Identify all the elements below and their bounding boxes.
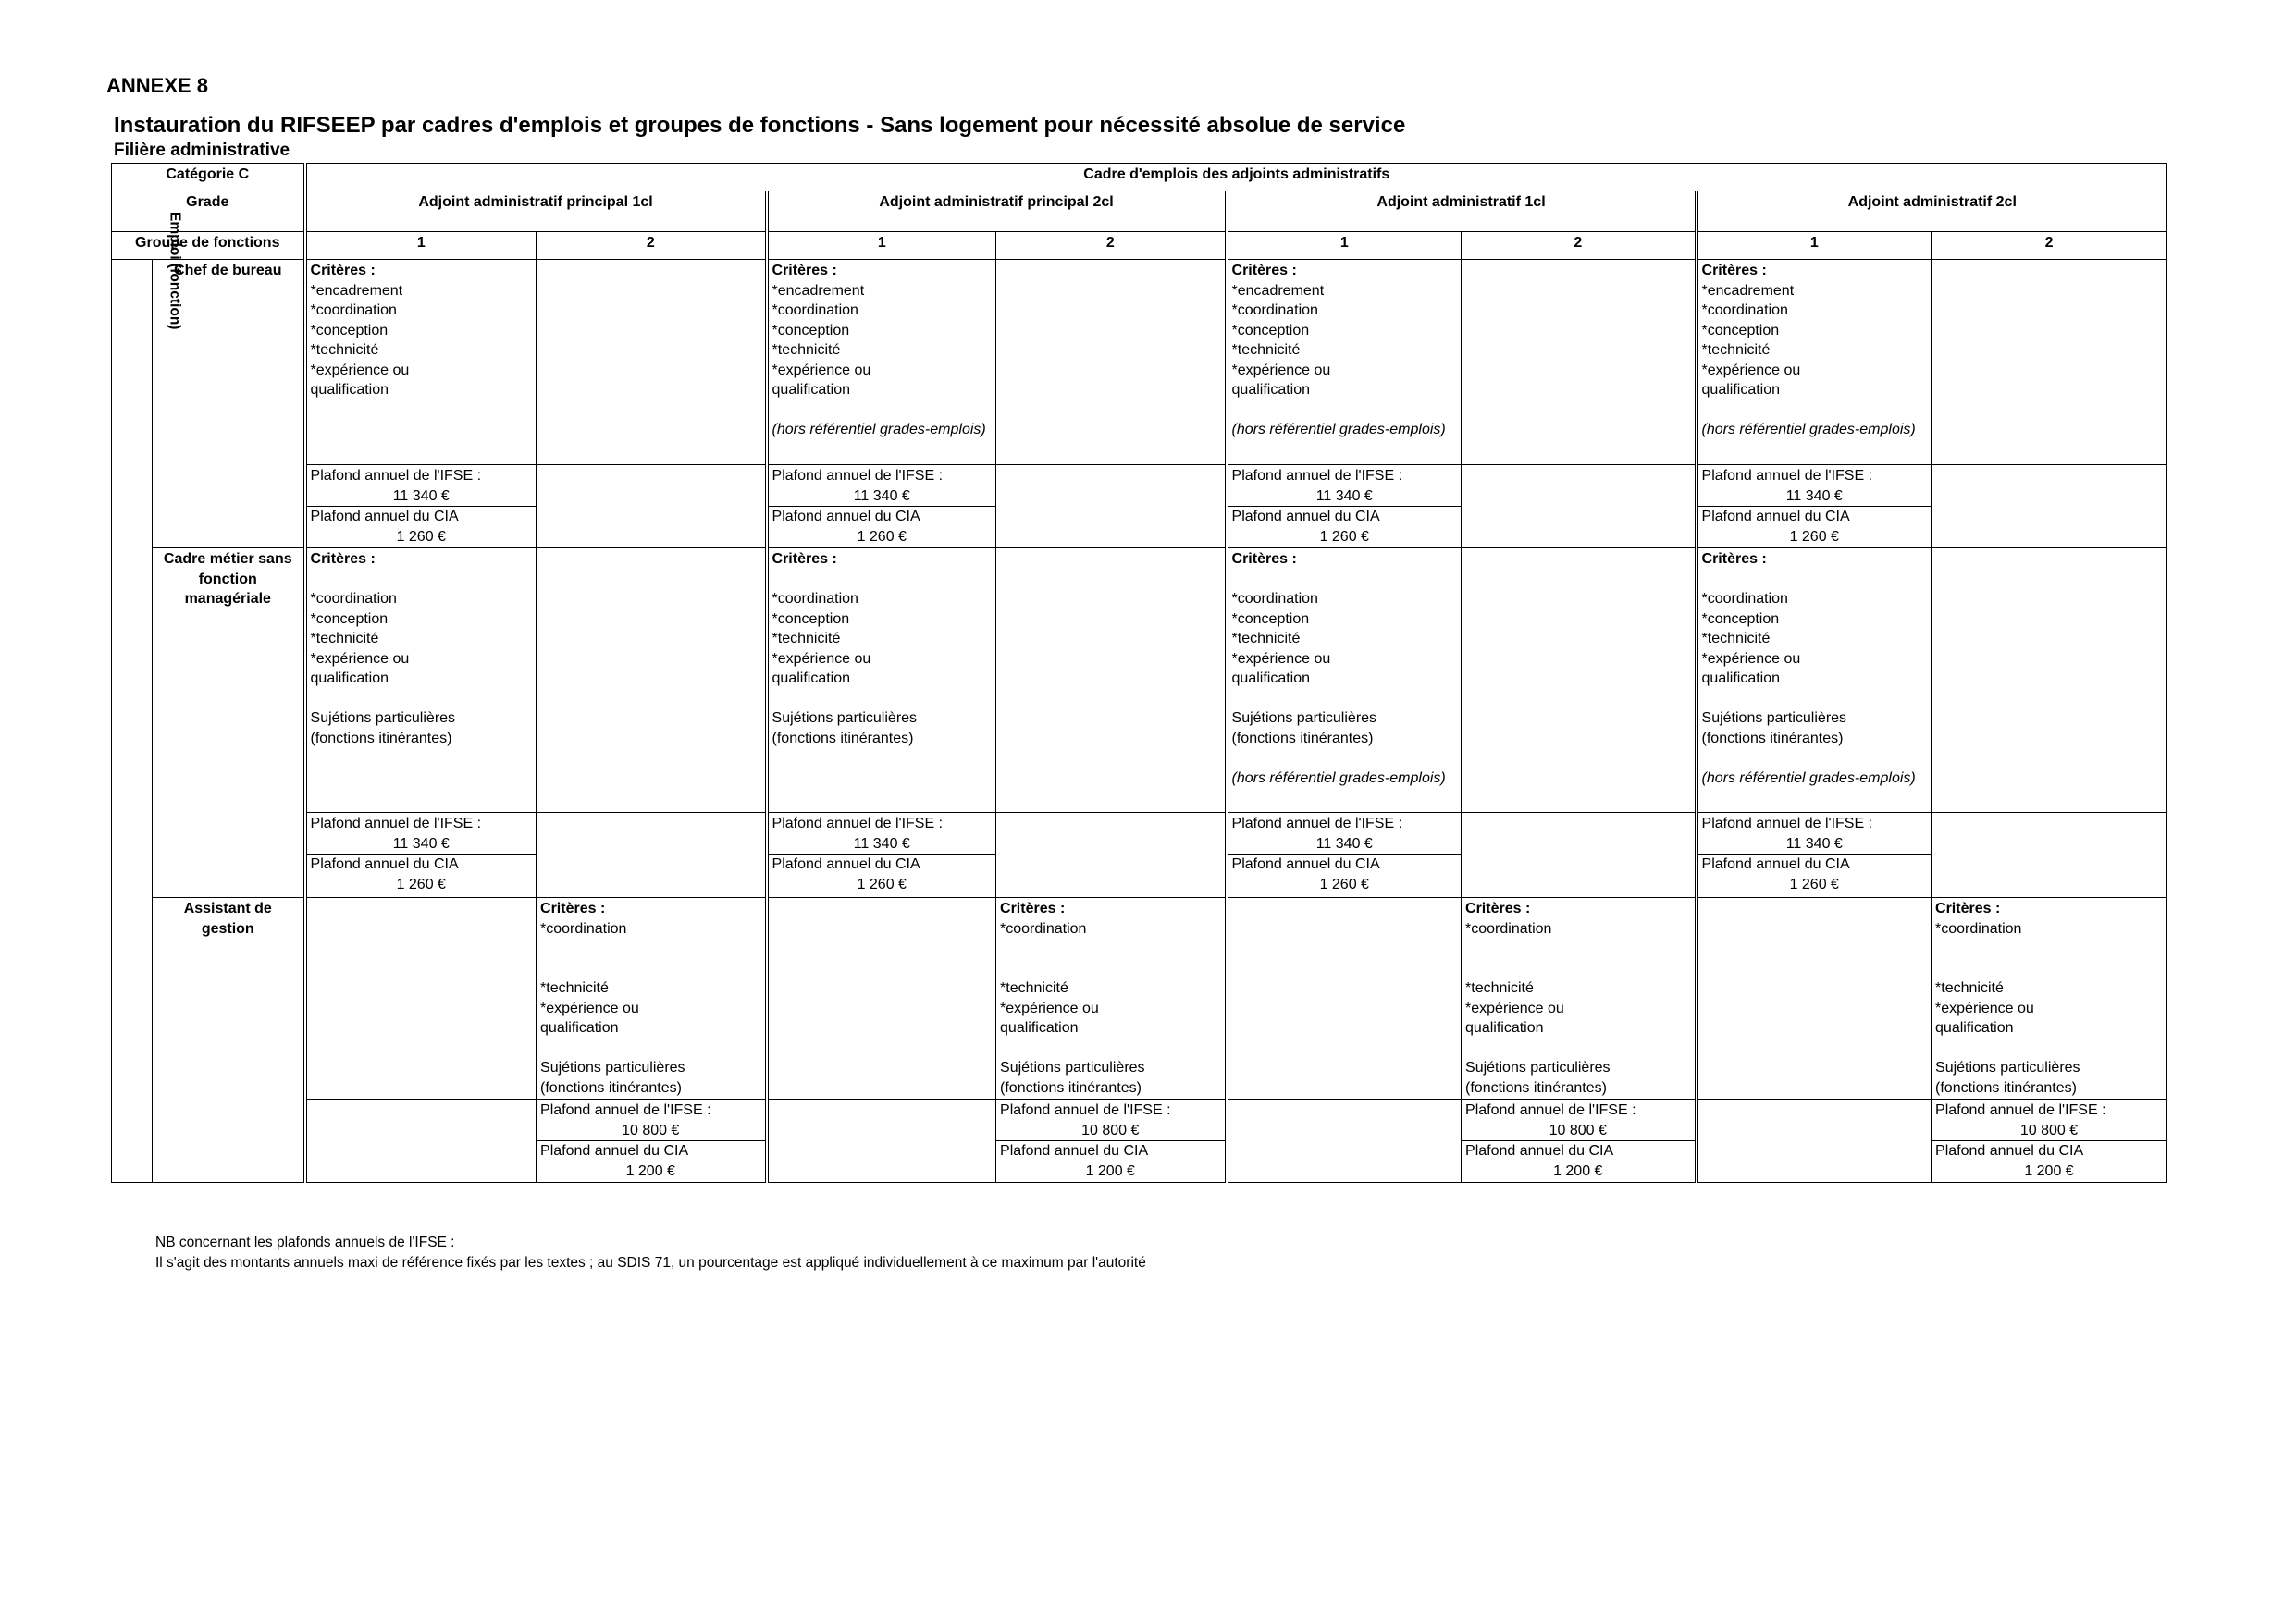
criteria-item: qualification: [1465, 1020, 1544, 1036]
nb-text: Il s'agit des montants annuels maxi de référence fixés par les textes ; au SDIS 71, un pourcentage est appliqué individuellement à ce maximum par l'autorité: [155, 1255, 1146, 1271]
criteria-item: (fonctions itinérantes): [540, 1079, 682, 1096]
criteria-item: *expérience ou: [310, 362, 410, 378]
criteria-spacer: [1232, 400, 1458, 421]
groupe-header: Groupe de fonctions: [112, 232, 305, 260]
criteria-heading: Critères :: [1935, 901, 2001, 916]
criteria-item: *expérience ou: [1935, 1000, 2034, 1016]
hors-referentiel-note: (hors référentiel grades-emplois): [1701, 422, 1916, 437]
plafond-cia-label: Plafond annuel du CIA: [1698, 506, 1932, 527]
plafond-cia-label: Plafond annuel du CIA: [1698, 854, 1932, 875]
criteria-item: *encadrement: [1701, 282, 1795, 299]
empty-cell: [996, 465, 1227, 548]
criteria-heading: Critères :: [310, 263, 376, 278]
empty-cell: [996, 260, 1227, 465]
criteria-item: (fonctions itinérantes): [310, 730, 452, 746]
emploi-label-cell: [112, 212, 183, 1183]
criteria-item: *expérience ou: [1231, 650, 1331, 667]
function-assistant-de-gestion: Assistant de gestion: [153, 898, 305, 1183]
empty-cell: [1697, 898, 1932, 1100]
criteria-heading: Critères :: [310, 551, 376, 567]
plafond-ifse-value: 11 340 €: [1785, 835, 1843, 852]
plafond-ifse-label: Plafond annuel de l'IFSE :: [1231, 816, 1403, 831]
plafond-cia-value: 1 260 €: [857, 876, 907, 892]
criteria-item: qualification: [310, 670, 389, 686]
criteria-item: [1000, 939, 1221, 959]
criteria-item: *coordination: [540, 920, 627, 937]
plafond-cell: [305, 465, 537, 548]
criteria-spacer: [1702, 400, 1928, 421]
grade-header-1cl: Adjoint administratif 1cl: [1227, 191, 1697, 232]
criteria-item: Sujétions particulières: [1935, 1060, 2080, 1076]
plafond-cia-label: Plafond annuel du CIA: [307, 506, 537, 527]
criteria-heading: Critères :: [772, 551, 837, 567]
plafond-ifse-label: Plafond annuel de l'IFSE :: [1935, 1102, 2106, 1118]
empty-cell: [1932, 813, 2167, 898]
plafond-ifse-value: 11 340 €: [1785, 487, 1843, 504]
criteria-cell: [537, 898, 767, 1100]
criteria-item: *coordination: [1935, 920, 2022, 937]
group-number: 1: [1227, 232, 1462, 260]
plafond-cell: [767, 465, 996, 548]
empty-cell: [537, 260, 767, 465]
plafond-cia-value: 1 260 €: [1319, 528, 1369, 545]
group-number: 1: [767, 232, 996, 260]
criteria-item: *expérience ou: [1701, 362, 1801, 378]
plafond-cia-value: 1 200 €: [1085, 1162, 1135, 1179]
empty-cell: [1462, 465, 1697, 548]
plafond-cell: [1697, 813, 1932, 898]
function-chef-de-bureau: Chef de bureau: [153, 260, 305, 548]
plafond-cell: [537, 1100, 767, 1183]
criteria-item: qualification: [310, 382, 389, 398]
criteria-item: [772, 570, 993, 590]
plafond-ifse-label: Plafond annuel de l'IFSE :: [1231, 468, 1403, 484]
plafond-ifse-value: 11 340 €: [1315, 835, 1373, 852]
plafond-cia-label: Plafond annuel du CIA: [1462, 1140, 1695, 1162]
criteria-item: *technicité: [1231, 342, 1301, 358]
group-number: 1: [1697, 232, 1932, 260]
criteria-item: *coordination: [772, 591, 858, 607]
criteria-item: [1702, 689, 1928, 709]
criteria-item: *technicité: [540, 980, 609, 996]
plafond-cia-value: 1 260 €: [1789, 528, 1839, 545]
empty-cell: [1227, 898, 1462, 1100]
criteria-item: [1702, 570, 1928, 590]
cadre-emplois-header: Cadre d'emplois des adjoints administratifs: [305, 164, 2167, 191]
criteria-item: *conception: [1231, 322, 1310, 338]
hors-referentiel-note: (hors référentiel grades-emplois): [1231, 769, 1446, 786]
plafond-cia-label: Plafond annuel du CIA: [996, 1140, 1225, 1162]
criteria-item: *coordination: [1701, 591, 1788, 607]
criteria-item: *expérience ou: [1465, 1000, 1564, 1016]
annex-number: ANNEXE 8: [106, 74, 209, 97]
criteria-item: *coordination: [1000, 920, 1087, 937]
criteria-item: [540, 939, 761, 959]
criteria-cell: [1227, 548, 1462, 813]
criteria-item: (fonctions itinérantes): [1231, 730, 1374, 746]
criteria-heading: Critères :: [1231, 551, 1297, 567]
empty-cell: [1462, 548, 1697, 813]
criteria-item: *expérience ou: [772, 362, 871, 378]
criteria-cell: [767, 548, 996, 813]
criteria-cell: [1462, 898, 1697, 1100]
criteria-cell: [1697, 260, 1932, 465]
criteria-heading: Critères :: [1701, 263, 1767, 278]
plafond-ifse-value: 11 340 €: [392, 835, 450, 852]
criteria-item: [540, 1039, 761, 1059]
plafond-ifse-label: Plafond annuel de l'IFSE :: [310, 468, 482, 484]
criteria-heading: Critères :: [1701, 551, 1767, 567]
criteria-spacer: [1702, 748, 1928, 768]
group-number: 1: [305, 232, 537, 260]
criteria-item: (fonctions itinérantes): [1701, 730, 1844, 746]
plafond-cia-value: 1 200 €: [1553, 1162, 1603, 1179]
empty-cell: [767, 1100, 996, 1183]
criteria-item: Sujétions particulières: [1465, 1060, 1611, 1076]
plafond-cia-label: Plafond annuel du CIA: [1228, 506, 1462, 527]
criteria-item: qualification: [772, 670, 851, 686]
plafond-cia-value: 1 200 €: [2024, 1162, 2074, 1179]
criteria-item: [1465, 939, 1691, 959]
plafond-cia-label: Plafond annuel du CIA: [769, 506, 996, 527]
plafond-cia-value: 1 260 €: [1789, 876, 1839, 892]
plafond-cell: [1932, 1100, 2167, 1183]
page-subtitle: Filière administrative: [114, 141, 290, 160]
criteria-item: qualification: [1701, 382, 1781, 398]
criteria-item: (fonctions itinérantes): [1000, 1079, 1142, 1096]
plafond-ifse-label: Plafond annuel de l'IFSE :: [310, 816, 482, 831]
criteria-item: *technicité: [1465, 980, 1534, 996]
criteria-item: *coordination: [1231, 591, 1318, 607]
nb-title: NB concernant les plafonds annuels de l'IFSE :: [155, 1235, 455, 1250]
criteria-item: [772, 689, 993, 709]
criteria-item: Sujétions particulières: [310, 710, 456, 726]
criteria-item: *expérience ou: [1701, 650, 1801, 667]
plafond-cia-value: 1 260 €: [396, 876, 446, 892]
criteria-item: *expérience ou: [1231, 362, 1331, 378]
criteria-heading: Critères :: [1000, 901, 1066, 916]
criteria-spacer: [1232, 748, 1458, 768]
empty-cell: [537, 548, 767, 813]
grade-header-principal-1cl: Adjoint administratif principal 1cl: [305, 191, 767, 232]
criteria-item: *coordination: [310, 302, 397, 318]
empty-cell: [537, 813, 767, 898]
criteria-cell: [1932, 898, 2167, 1100]
page-title: Instauration du RIFSEEP par cadres d'emplois et groupes de fonctions - Sans logement pour nécessité absolue de service: [114, 113, 1406, 138]
plafond-ifse-label: Plafond annuel de l'IFSE :: [1701, 816, 1873, 831]
criteria-item: *technicité: [310, 342, 379, 358]
criteria-item: [1232, 689, 1458, 709]
plafond-cia-label: Plafond annuel du CIA: [537, 1140, 765, 1162]
criteria-item: Sujétions particulières: [1000, 1060, 1145, 1076]
empty-cell: [996, 548, 1227, 813]
plafond-ifse-value: 10 800 €: [1549, 1122, 1607, 1138]
criteria-item: qualification: [1701, 670, 1781, 686]
emploi-label: Emploi (fonction): [167, 212, 183, 330]
criteria-item: [540, 959, 761, 979]
criteria-item: *technicité: [772, 342, 841, 358]
criteria-item: Sujétions particulières: [1701, 710, 1847, 726]
criteria-item: *technicité: [1701, 631, 1771, 646]
empty-cell: [996, 813, 1227, 898]
plafond-cell: [767, 813, 996, 898]
criteria-item: *coordination: [1231, 302, 1318, 318]
criteria-heading: Critères :: [1231, 263, 1297, 278]
plafond-cia-label: Plafond annuel du CIA: [769, 854, 996, 875]
plafond-cia-value: 1 200 €: [625, 1162, 675, 1179]
empty-cell: [1462, 260, 1697, 465]
criteria-item: *conception: [310, 322, 389, 338]
grade-header-2cl: Adjoint administratif 2cl: [1697, 191, 2167, 232]
plafond-cia-value: 1 260 €: [857, 528, 907, 545]
plafond-ifse-value: 11 340 €: [392, 487, 450, 504]
empty-cell: [767, 898, 996, 1100]
criteria-item: [1465, 1039, 1691, 1059]
criteria-cell: [996, 898, 1227, 1100]
group-number: 2: [996, 232, 1227, 260]
criteria-cell: [1227, 260, 1462, 465]
plafond-cell: [1697, 465, 1932, 548]
empty-cell: [1697, 1100, 1932, 1183]
grade-header: Grade: [112, 191, 305, 232]
criteria-item: qualification: [540, 1020, 619, 1036]
plafond-ifse-label: Plafond annuel de l'IFSE :: [772, 816, 944, 831]
plafond-cia-label: Plafond annuel du CIA: [307, 854, 537, 875]
criteria-item: qualification: [1935, 1020, 2014, 1036]
criteria-item: *expérience ou: [1000, 1000, 1099, 1016]
empty-cell: [305, 1100, 537, 1183]
hors-referentiel-note: (hors référentiel grades-emplois): [772, 422, 986, 437]
hors-referentiel-note: (hors référentiel grades-emplois): [1231, 422, 1446, 437]
criteria-item: [1232, 570, 1458, 590]
plafond-ifse-value: 11 340 €: [853, 487, 910, 504]
criteria-item: Sujétions particulières: [540, 1060, 685, 1076]
criteria-item: *technicité: [772, 631, 841, 646]
criteria-item: *coordination: [310, 591, 397, 607]
criteria-item: *technicité: [1231, 631, 1301, 646]
plafond-cia-label: Plafond annuel du CIA: [1228, 854, 1462, 875]
criteria-item: qualification: [1231, 382, 1311, 398]
criteria-spacer: [772, 400, 993, 421]
criteria-item: Sujétions particulières: [772, 710, 918, 726]
criteria-item: *technicité: [1000, 980, 1068, 996]
plafond-cell: [1462, 1100, 1697, 1183]
empty-cell: [305, 898, 537, 1100]
criteria-cell: [305, 548, 537, 813]
criteria-item: [1935, 1039, 2163, 1059]
criteria-item: *technicité: [1701, 342, 1771, 358]
criteria-item: [1935, 959, 2163, 979]
criteria-item: Sujétions particulières: [1231, 710, 1377, 726]
criteria-item: *expérience ou: [540, 1000, 639, 1016]
plafond-ifse-value: 10 800 €: [622, 1122, 680, 1138]
plafond-cell: [1227, 813, 1462, 898]
hors-referentiel-note: (hors référentiel grades-emplois): [1701, 769, 1916, 786]
plafond-ifse-value: 11 340 €: [1315, 487, 1373, 504]
criteria-item: *coordination: [1465, 920, 1552, 937]
plafond-ifse-label: Plafond annuel de l'IFSE :: [1000, 1102, 1171, 1118]
criteria-item: qualification: [1000, 1020, 1079, 1036]
plafond-cell: [305, 813, 537, 898]
criteria-item: (fonctions itinérantes): [772, 730, 914, 746]
criteria-item: *expérience ou: [772, 650, 871, 667]
criteria-heading: Critères :: [540, 901, 606, 916]
criteria-item: *encadrement: [772, 282, 865, 299]
criteria-item: *conception: [1701, 322, 1780, 338]
empty-cell: [1932, 260, 2167, 465]
group-number: 2: [1932, 232, 2167, 260]
group-number: 2: [1462, 232, 1697, 260]
criteria-item: *technicité: [310, 631, 379, 646]
empty-cell: [1227, 1100, 1462, 1183]
criteria-item: *encadrement: [310, 282, 403, 299]
criteria-item: [1000, 959, 1221, 979]
plafond-cia-label: Plafond annuel du CIA: [1932, 1140, 2166, 1162]
plafond-ifse-value: 11 340 €: [853, 835, 910, 852]
criteria-item: (fonctions itinérantes): [1465, 1079, 1607, 1096]
categorie-header: Catégorie C: [112, 164, 305, 191]
criteria-item: *conception: [310, 610, 389, 627]
criteria-item: *conception: [1231, 610, 1310, 627]
plafond-ifse-label: Plafond annuel de l'IFSE :: [1701, 468, 1873, 484]
grade-header-principal-2cl: Adjoint administratif principal 2cl: [767, 191, 1227, 232]
criteria-item: *conception: [772, 322, 850, 338]
criteria-item: *technicité: [1935, 980, 2004, 996]
plafond-cia-value: 1 260 €: [396, 528, 446, 545]
criteria-item: *coordination: [1701, 302, 1788, 318]
rifseep-table: [111, 163, 2167, 1183]
criteria-heading: Critères :: [772, 263, 837, 278]
empty-cell: [1932, 548, 2167, 813]
plafond-cell: [1227, 465, 1462, 548]
criteria-item: [1935, 939, 2163, 959]
criteria-item: *conception: [772, 610, 850, 627]
criteria-cell: [767, 260, 996, 465]
criteria-item: *expérience ou: [310, 650, 410, 667]
function-cadre-metier: Cadre métier sans fonction managériale: [153, 548, 305, 898]
criteria-heading: Critères :: [1465, 901, 1531, 916]
criteria-item: [1000, 1039, 1221, 1059]
plafond-cell: [996, 1100, 1227, 1183]
plafond-ifse-value: 10 800 €: [2019, 1122, 2079, 1138]
criteria-item: qualification: [1231, 670, 1311, 686]
plafond-cia-value: 1 260 €: [1319, 876, 1369, 892]
empty-cell: [1932, 465, 2167, 548]
plafond-ifse-label: Plafond annuel de l'IFSE :: [540, 1102, 711, 1118]
criteria-item: qualification: [772, 382, 851, 398]
criteria-item: *coordination: [772, 302, 858, 318]
criteria-cell: [305, 260, 537, 465]
criteria-item: *encadrement: [1231, 282, 1325, 299]
criteria-item: (fonctions itinérantes): [1935, 1079, 2077, 1096]
empty-cell: [537, 465, 767, 548]
group-number: 2: [537, 232, 767, 260]
empty-cell: [1462, 813, 1697, 898]
criteria-item: *conception: [1701, 610, 1780, 627]
criteria-cell: [1697, 548, 1932, 813]
criteria-item: [1465, 959, 1691, 979]
plafond-ifse-label: Plafond annuel de l'IFSE :: [772, 468, 944, 484]
plafond-ifse-value: 10 800 €: [1081, 1122, 1140, 1138]
criteria-item: [311, 689, 533, 709]
criteria-item: [311, 570, 533, 590]
plafond-ifse-label: Plafond annuel de l'IFSE :: [1465, 1102, 1636, 1118]
